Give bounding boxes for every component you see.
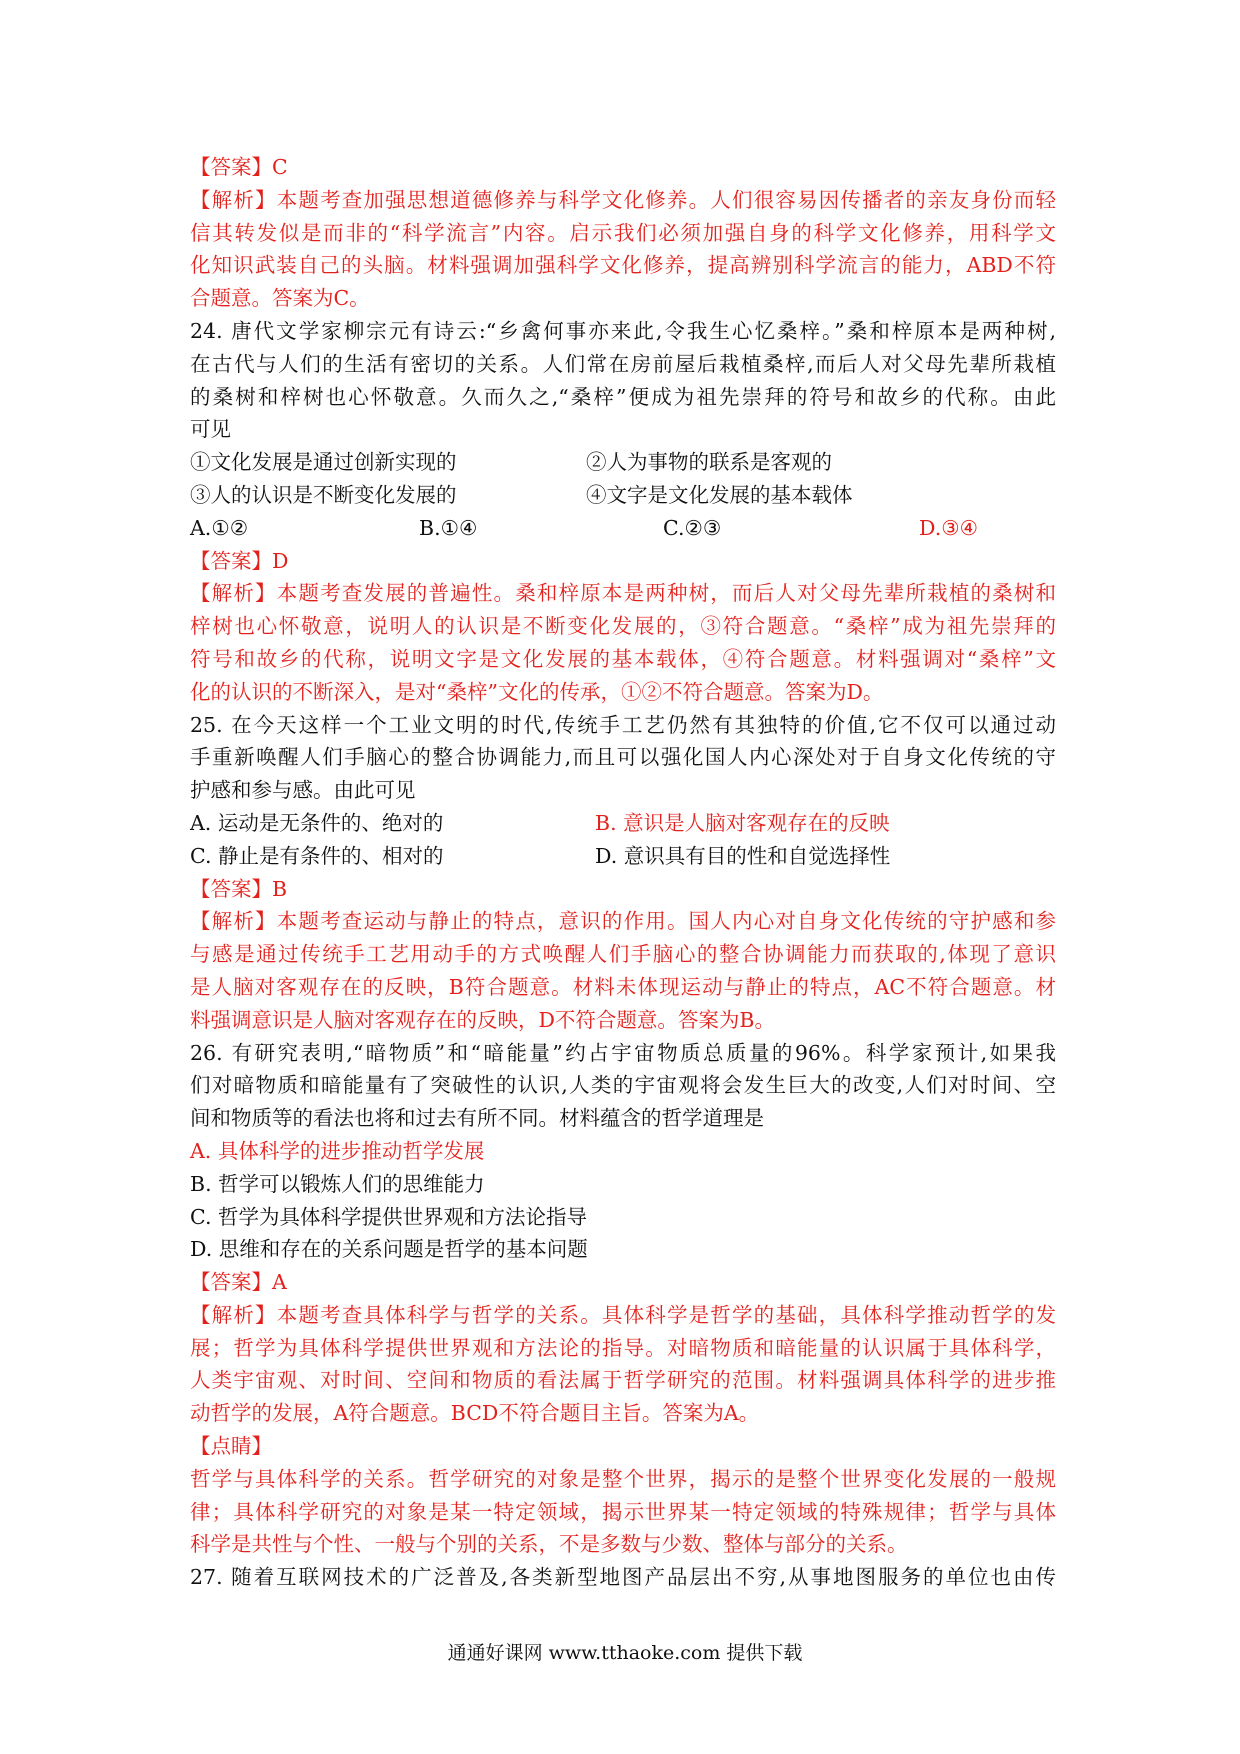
option: ③人的认识是不断变化发展的 — [190, 482, 457, 507]
question-line: 25. 在今天这样一个工业文明的时代,传统手工艺仍然有其独特的价值,它不仅可以通过动 — [190, 712, 1056, 737]
question-line: 护感和参与感。由此可见 — [190, 778, 416, 803]
option: B.①④ — [419, 515, 478, 540]
answer-line: 与感是通过传统手工艺用动手的方式唤醒人们手脑心的整合协调能力而获取的,体现了意识 — [190, 942, 1056, 967]
option: C. 静止是有条件的、相对的 — [190, 843, 444, 868]
question-line: 手重新唤醒人们手脑心的整合协调能力,而且可以强化国人内心深处对于自身文化传统的守 — [190, 745, 1056, 770]
answer-line: 【解析】本题考查具体科学与哲学的关系。具体科学是哲学的基础，具体科学推动哲学的发 — [190, 1302, 1056, 1327]
answer-line: 哲学与具体科学的关系。哲学研究的对象是整个世界，揭示的是整个世界变化发展的一般规 — [190, 1466, 1056, 1491]
answer-line: 是人脑对客观存在的反映，B符合题意。材料未体现运动与静止的特点，AC不符合题意。材 — [190, 974, 1056, 999]
option: ④文字是文化发展的基本载体 — [586, 482, 853, 507]
options-row — [190, 479, 1056, 512]
answer-line: 【答案】A — [190, 1270, 287, 1295]
option: A.①② — [190, 515, 249, 540]
answer-line: A. 具体科学的进步推动哲学发展 — [190, 1138, 485, 1163]
answer-line: 律；具体科学研究的对象是某一特定领域，揭示世界某一特定领域的特殊规律；哲学与具体 — [190, 1499, 1056, 1524]
answer-line: 展；哲学为具体科学提供世界观和方法论的指导。对暗物质和暗能量的认识属于具体科学， — [190, 1335, 1056, 1360]
options-row — [190, 807, 1056, 840]
option: D.③④ — [919, 515, 978, 540]
answer-line: 动哲学的发展，A符合题意。BCD不符合题目主旨。答案为A。 — [190, 1401, 760, 1426]
question-line: 24. 唐代文学家柳宗元有诗云:“乡禽何事亦来此,令我生心忆桑梓。”桑和梓原本是两种树, — [190, 318, 1056, 343]
answer-line: 科学是共性与个性、一般与个别的关系，不是多数与少数、整体与部分的关系。 — [190, 1532, 908, 1557]
option: ①文化发展是通过创新实现的 — [190, 450, 457, 475]
question-line: 26. 有研究表明,“暗物质”和“暗能量”约占宇宙物质总质量的96%。科学家预计,如果我 — [190, 1040, 1056, 1065]
answer-line: 化的认识的不断深入，是对“桑梓”文化的传承，①②不符合题意。答案为D。 — [190, 679, 884, 704]
option: A. 运动是无条件的、绝对的 — [190, 810, 444, 835]
page-footer: 通通好课网 www.tthaoke.com 提供下载 — [447, 1642, 803, 1664]
question-line: 在古代与人们的生活有密切的关系。人们常在房前屋后栽植桑梓,而后人对父母先辈所栽植 — [190, 351, 1056, 376]
answer-line: 合题意。答案为C。 — [190, 286, 370, 311]
answer-line: 梓树也心怀敬意，说明人的认识是不断变化发展的，③符合题意。“桑梓”成为祖先崇拜的 — [190, 614, 1056, 639]
question-line: 可见 — [190, 417, 231, 442]
options-row — [190, 512, 1056, 545]
answer-line: 料强调意识是人脑对客观存在的反映，D不符合题意。答案为B。 — [190, 1007, 775, 1032]
option: D. 意识具有目的性和自觉选择性 — [595, 843, 891, 868]
options-row — [190, 840, 1056, 873]
options-row — [190, 446, 1056, 479]
document-body — [190, 151, 1056, 1594]
option: ②人为事物的联系是客观的 — [586, 450, 832, 475]
answer-line: 化知识武装自己的头脑。材料强调加强科学文化修养，提高辨别科学流言的能力，ABD不符 — [190, 253, 1056, 278]
question-line: 间和物质等的看法也将和过去有所不同。材料蕴含的哲学道理是 — [190, 1106, 764, 1131]
question-line: C. 哲学为具体科学提供世界观和方法论指导 — [190, 1204, 587, 1229]
question-line: 的桑树和梓树也心怀敬意。久而久之,“桑梓”便成为祖先崇拜的符号和故乡的代称。由此 — [190, 384, 1056, 409]
answer-line: 符号和故乡的代称，说明文字是文化发展的基本载体，④符合题意。材料强调对“桑梓”文 — [190, 646, 1056, 671]
answer-line: 【解析】本题考查运动与静止的特点，意识的作用。国人内心对自身文化传统的守护感和参 — [190, 909, 1056, 934]
option: B. 意识是人脑对客观存在的反映 — [595, 810, 890, 835]
answer-line: 【点睛】 — [190, 1434, 272, 1459]
answer-line: 【答案】C — [190, 155, 288, 179]
option: C.②③ — [663, 515, 722, 540]
question-line: 们对暗物质和暗能量有了突破性的认识,人类的宇宙观将会发生巨大的改变,人们对时间、空 — [190, 1073, 1056, 1098]
answer-line: 【解析】本题考查发展的普遍性。桑和梓原本是两种树，而后人对父母先辈所栽植的桑树和 — [190, 581, 1056, 606]
answer-line: 【解析】本题考查加强思想道德修养与科学文化修养。人们很容易因传播者的亲友身份而轻 — [190, 187, 1056, 212]
answer-line: 信其转发似是而非的“科学流言”内容。启示我们必须加强自身的科学文化修养，用科学文 — [190, 220, 1056, 245]
question-line: 27. 随着互联网技术的广泛普及,各类新型地图产品层出不穷,从事地图服务的单位也由传 — [190, 1565, 1056, 1590]
question-line: B. 哲学可以锻炼人们的思维能力 — [190, 1171, 485, 1196]
answer-line: 【答案】D — [190, 548, 289, 573]
answer-line: 人类宇宙观、对时间、空间和物质的看法属于哲学研究的范围。材料强调具体科学的进步推 — [190, 1368, 1056, 1393]
question-line: D. 思维和存在的关系问题是哲学的基本问题 — [190, 1237, 588, 1262]
answer-line: 【答案】B — [190, 876, 288, 901]
